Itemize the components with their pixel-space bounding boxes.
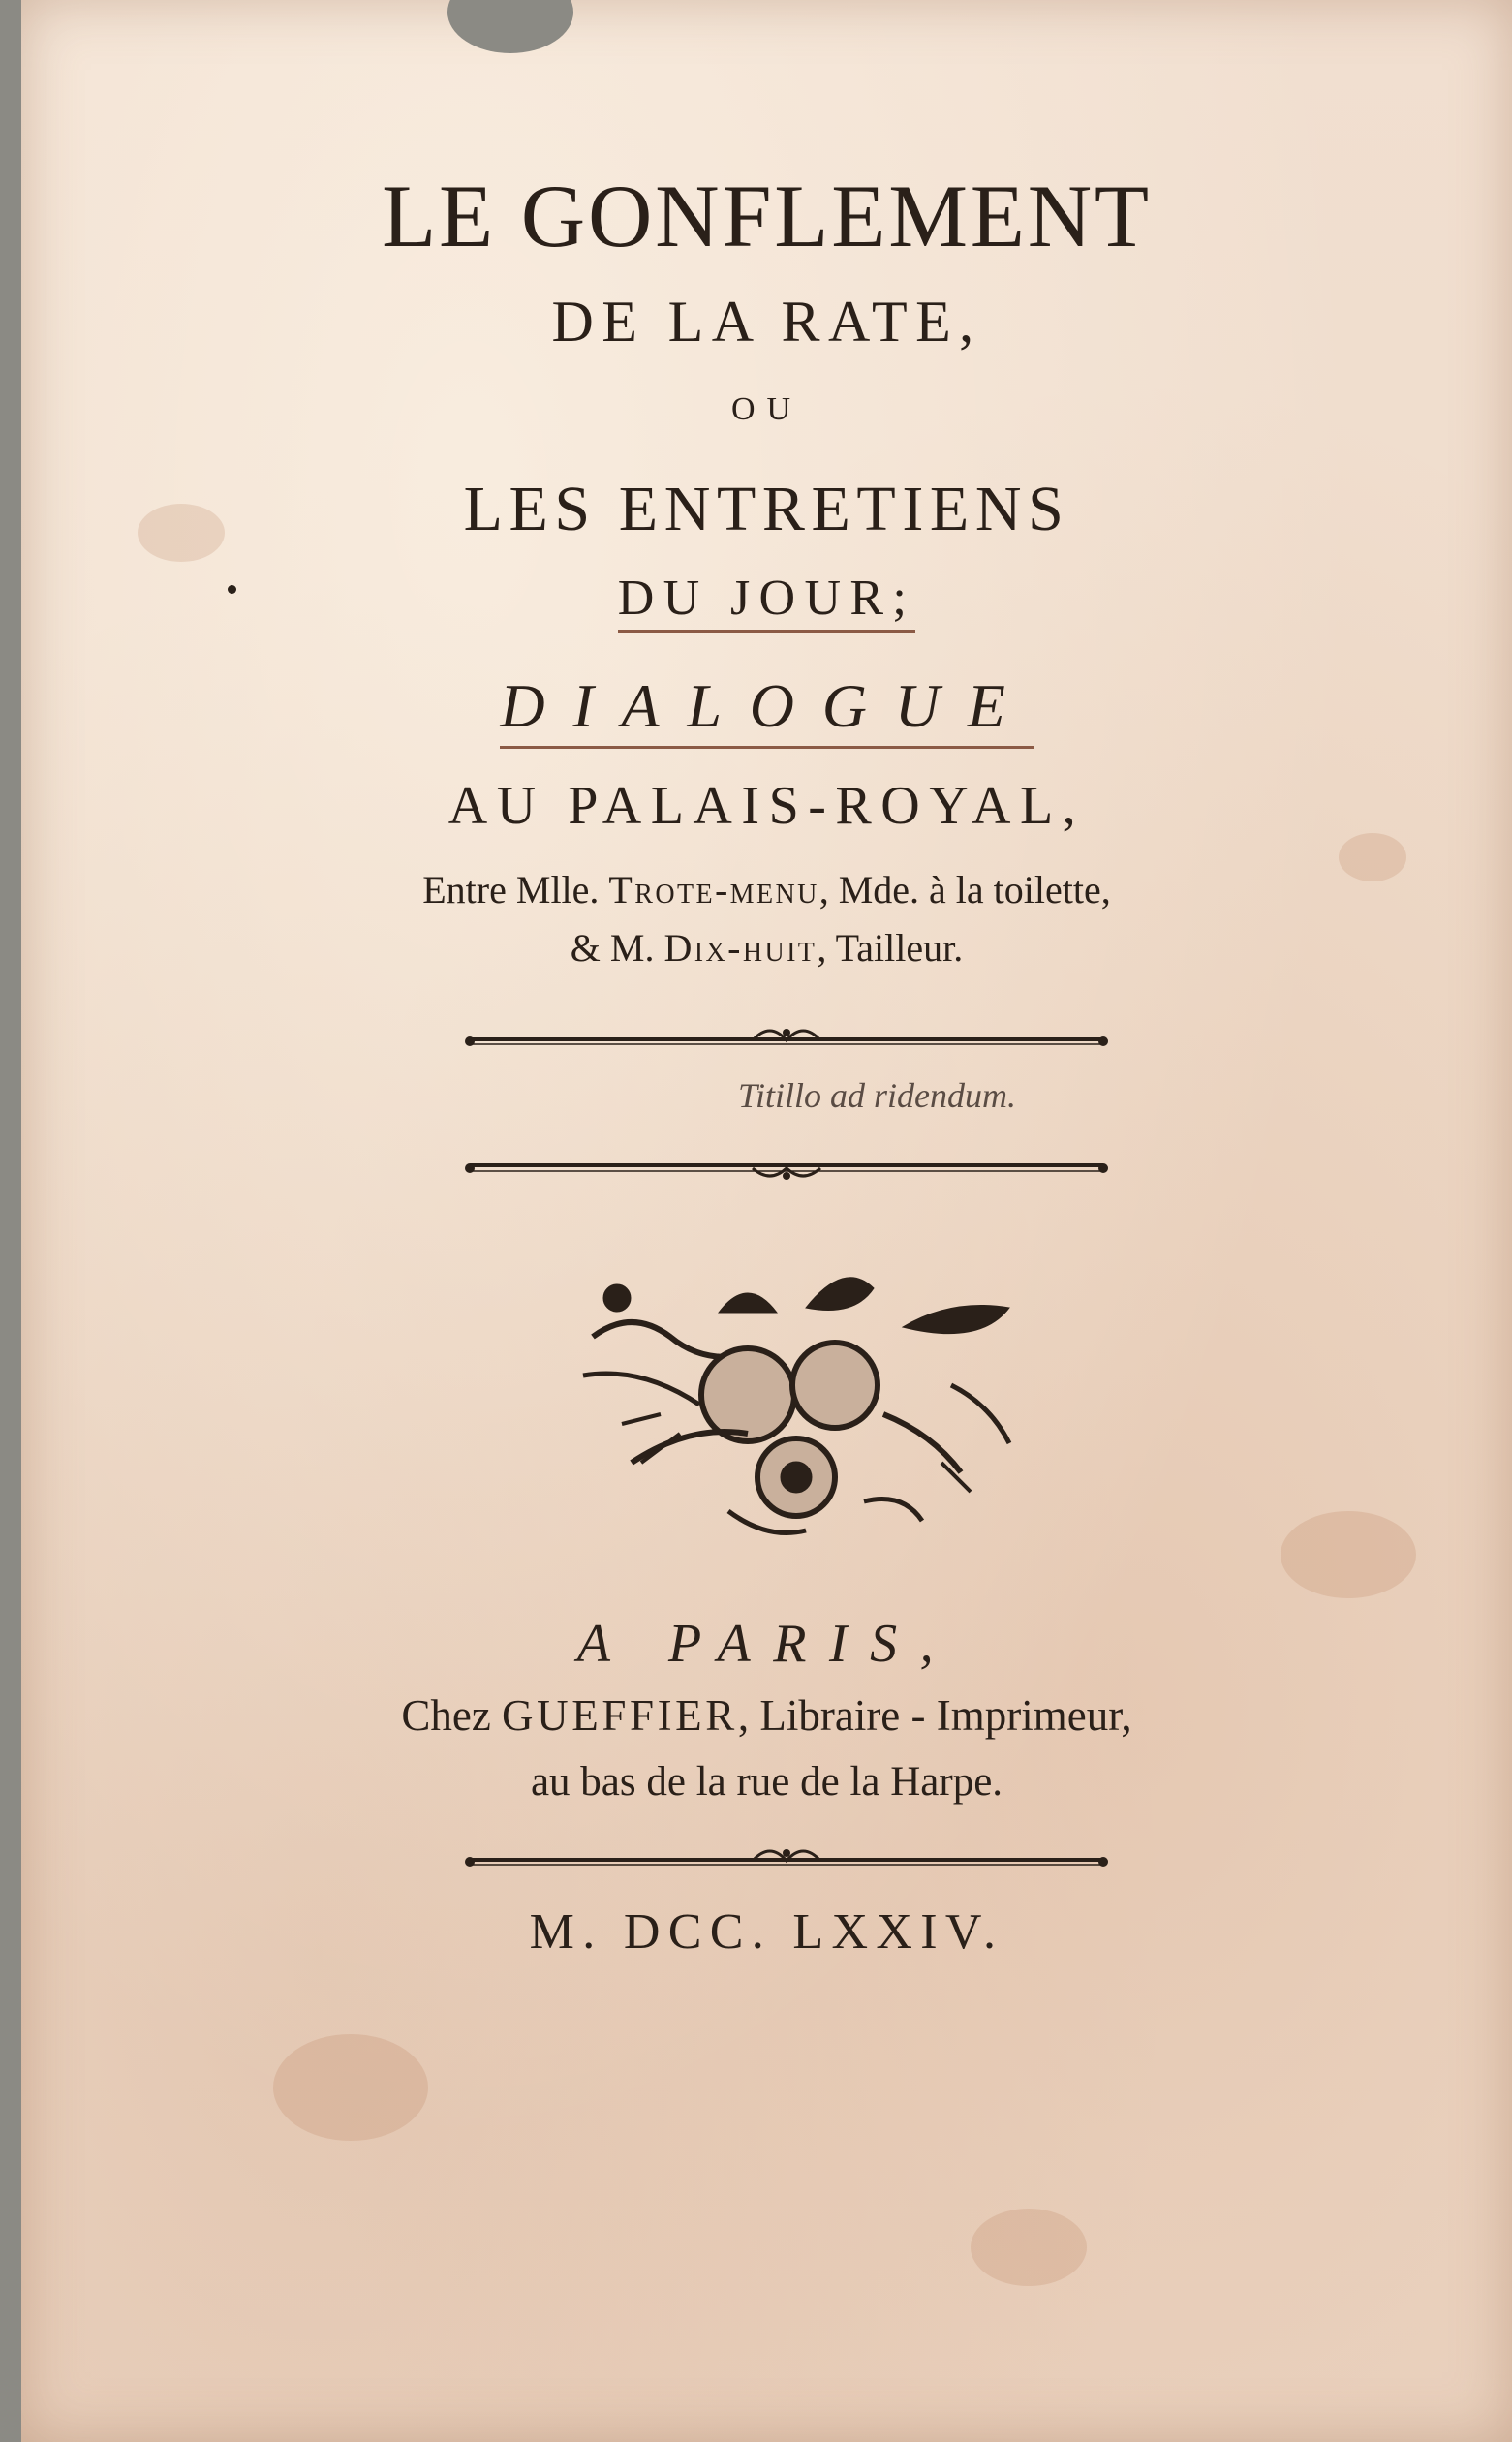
motto: Titillo ad ridendum. [738, 1076, 1017, 1115]
publisher-prefix: Chez [401, 1691, 491, 1740]
entre-text: Entre Mlle. [422, 868, 600, 912]
title-line-3: OU [731, 391, 802, 427]
title-line-1: LE GONFLEMENT [382, 167, 1152, 265]
imprint-address: au bas de la rue de la Harpe. [530, 1759, 1003, 1805]
foxing-stain [273, 2034, 428, 2141]
character-2-name: Dix-huit [663, 926, 818, 970]
publisher-suffix: , Libraire - Imprimeur, [737, 1691, 1132, 1740]
torn-edge [447, 0, 573, 53]
title-line-6 [21, 670, 1512, 742]
imprint-publisher [21, 1690, 1512, 1741]
title-line-2: DE LA RATE, [551, 290, 982, 354]
title-page [21, 0, 1512, 2442]
foxing-stain [971, 2209, 1087, 2286]
publisher-name: GUEFFIER [502, 1691, 738, 1740]
imprint-date: M. DCC. LXXIV. [529, 1904, 1004, 1960]
characters-line-2 [21, 925, 1512, 971]
title-line-6-text: DIALOGUE [500, 671, 1033, 749]
rule-ornament [462, 1845, 1111, 1874]
floral-vignette [573, 1269, 1038, 1550]
character-2-role: , Tailleur. [817, 926, 964, 970]
foxing-stain [1281, 1511, 1416, 1598]
title-line-4: LES ENTRETIENS [463, 474, 1070, 544]
title-line-5-text: DU JOUR; [618, 571, 915, 633]
imprint-place: A PARIS, [576, 1614, 957, 1674]
rule-ornament [462, 1153, 1111, 1182]
character-1-name: Trote-menu [608, 868, 819, 912]
title-line-5 [21, 570, 1512, 627]
rule-ornament [462, 1025, 1111, 1054]
title-line-7: AU PALAIS-ROYAL, [447, 776, 1086, 836]
and-text: & M. [570, 926, 655, 970]
character-1-role: , Mde. à la toilette, [818, 868, 1111, 912]
characters-line-1 [21, 867, 1512, 912]
